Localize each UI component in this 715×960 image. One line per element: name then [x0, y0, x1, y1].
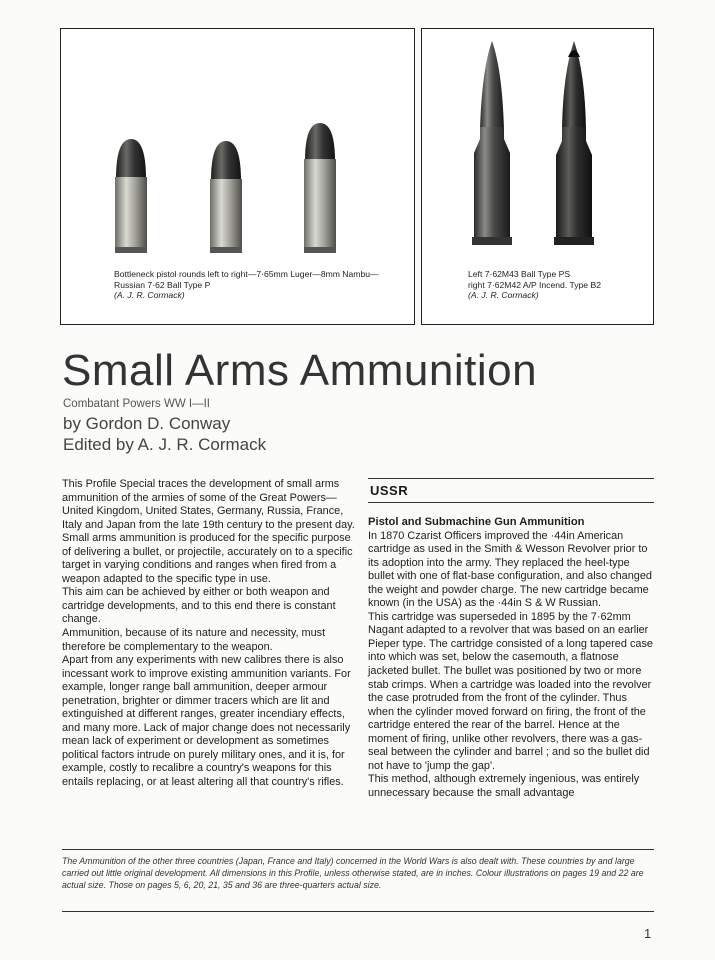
m42-ap-incend-type-b2-round	[554, 41, 594, 245]
section-rule	[368, 478, 654, 479]
luger-round	[115, 139, 147, 253]
editor-byline: Edited by A. J. R. Cormack	[63, 435, 267, 454]
rifle-rounds-illustration	[422, 29, 653, 269]
left-column	[62, 478, 362, 790]
footnote-rule	[62, 849, 654, 850]
photo-caption-right	[468, 269, 648, 301]
photo-pistol-rounds	[60, 28, 415, 325]
photo-credit: (A. J. R. Cormack)	[114, 290, 185, 301]
paragraph: This Profile Special traces the development of small arms ammunition of the armies of some of the Great Powers—United Kingdom, United States, Germany, Russia, France, Italy and Japan from the late 19th century to the present day.	[62, 478, 355, 531]
page-subtitle: Combatant Powers WW I—II	[63, 398, 210, 410]
paragraph: This aim can be achieved by either or both weapon and cartridge developments, and to this end there is constant change.	[62, 586, 336, 626]
pistol-rounds-illustration	[61, 29, 414, 269]
paragraph: Apart from any experiments with new calibres there is also incessant work to improve existing ammunition variants. For example, longer range ball ammunition, deeper armour penetration, brighter or dimmer tracers which are lit and extinguished at different ranges, greater incendiary effects, and many more. Lack of major change does not necessarily mean lack of experiment or development as sometimes political factors intrude on purely military ones, and it is, for example, costly to recalibre a country's weapons for this entails replacing, or at least altering all that country's rifles.	[62, 654, 351, 789]
paragraph: Small arms ammunition is produced for the specific purpose of delivering a bullet, or projectile, accurately on to a specific target in varying conditions and ranges when fired from a weapon adapted to the specific type in use.	[62, 532, 353, 585]
footnote: The Ammunition of the other three countries (Japan, France and Italy) concerned in the World Wars is also dealt with. These countries by and large carried out little original development. All dimensions in this Profile, unless otherwise stated, are in inches. Colour illustrations on pages 19 and 22 are actual size. Those on pages 5, 6, 20, 21, 35 and 36 are three-quarters actual size.	[62, 856, 644, 890]
page-number: 1	[644, 926, 652, 941]
paragraph: This method, although extremely ingenious, was entirely unnecessary because the small advantage	[368, 773, 640, 799]
right-column	[368, 516, 654, 800]
photo-rifle-rounds	[421, 28, 654, 325]
section-rule	[368, 502, 654, 503]
footnote-rule	[62, 911, 654, 912]
caption-line-1: Left 7·62M43 Ball Type PS	[468, 269, 571, 279]
page-title: Small Arms Ammunition	[62, 346, 538, 395]
russian-ball-type-p-round	[304, 123, 336, 253]
caption-line-2: right 7·62M42 A/P Incend. Type B2	[468, 279, 601, 290]
subheading: Pistol and Submachine Gun Ammunition	[368, 516, 585, 528]
paragraph: This cartridge was superseded in 1895 by the 7·62mm Nagant adapted to a revolver that was based on an earlier Pieper type. The cartridge consisted of a long tapered case into which was set, below the casemouth, a flatnose jacketed bullet. The bullet was positioned by two or more stab crimps. When a cartridge was loaded into the revolver the case protruded from the front of the cylinder. Thus when the cylinder moved forward on firing, the front of the cartridge entered the rear of the barrel. Hence at the moment of firing, unlike other revolvers, there was a gas-seal between the cylinder and barrel ; and so the bullet did not have to 'jump the gap'.	[368, 610, 653, 772]
paragraph: In 1870 Czarist Officers improved the ·44in American cartridge as used in the Smith & Wesson Revolver prior to its adoption into the army. They replaced the heel-type bullet with one of flat-base configuration, and also changed the weight and powder charge. The new cartridge became known (in the USA) as the ·44in S & W Russian.	[368, 529, 652, 610]
photo-caption-left	[114, 269, 384, 301]
nambu-round	[210, 141, 242, 253]
paragraph: Ammunition, because of its nature and necessity, must therefore be complementary to the weapon.	[62, 627, 326, 653]
section-heading: USSR	[370, 483, 409, 498]
author-byline: by Gordon D. Conway	[63, 414, 231, 433]
caption-text: Bottleneck pistol rounds left to right—7·65mm Luger—8mm Nambu—Russian 7·62 Ball Type P	[114, 269, 379, 290]
photo-credit: (A. J. R. Cormack)	[468, 290, 539, 301]
m43-ball-type-ps-round	[472, 41, 512, 245]
